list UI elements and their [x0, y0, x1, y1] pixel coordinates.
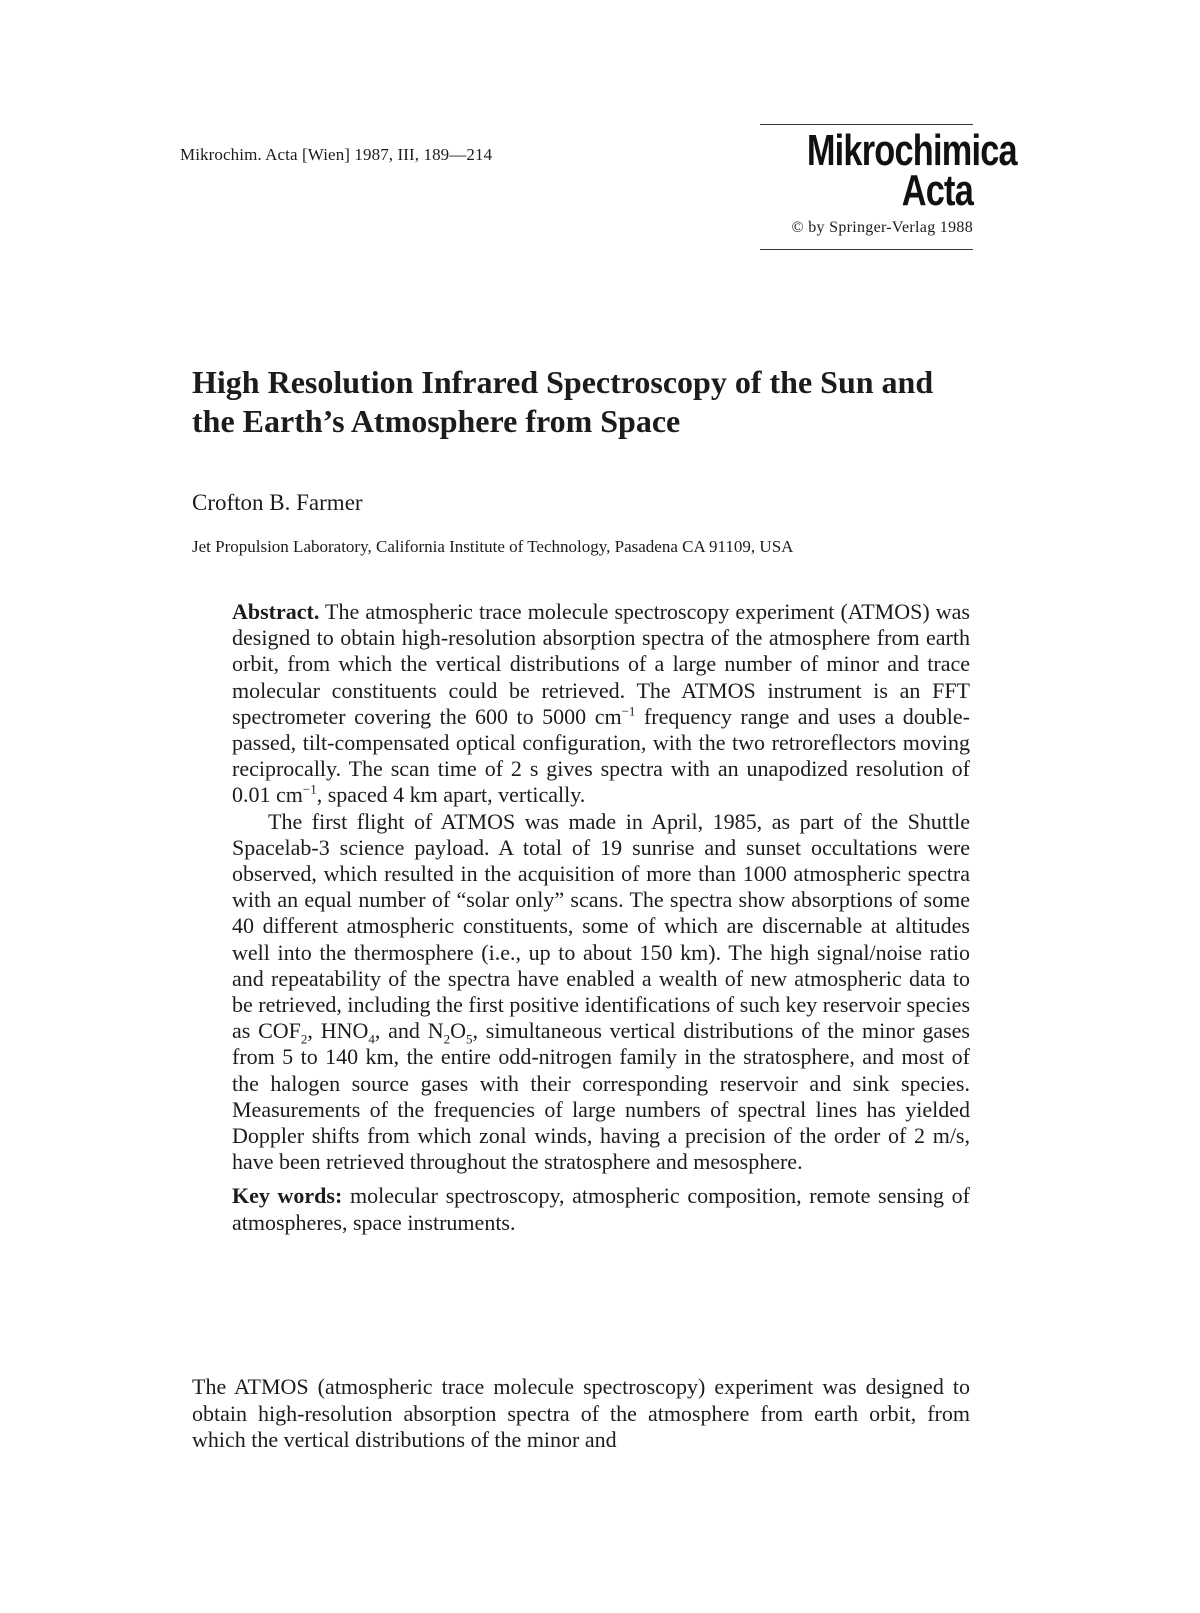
bottom-rule — [760, 249, 973, 250]
abstract-label: Abstract. — [232, 599, 320, 624]
author-affiliation: Jet Propulsion Laboratory, California Institute of Technology, Pasadena CA 91109, USA — [192, 537, 794, 556]
copyright-notice: © by Springer-Verlag 1988 — [791, 219, 973, 236]
abstract-text: The atmospheric trace molecule spectroscopy experiment (ATMOS) was designed to obtain high-resolution absorption spectra of the atmosphere from earth orbit, from which the vertical distributions of a large number of minor and trace molecular constituents could be retrieved. The ATMOS instrument is an FFT spectrometer covering the 600 to 5000 cm — [232, 599, 970, 729]
abstract-text: , HNO — [307, 1018, 369, 1044]
journal-logo — [806, 126, 1017, 215]
journal-logo-line1: Mikrochimica — [806, 126, 1017, 175]
abstract-text: The first flight of ATMOS was made in April, 1985, as part of the Shuttle Spacelab-3 science payload. A total of 19 sunrise and sunset occultations were observed, which resulted in the acquisition of more than 1000 atmospheric spectra with an equal number of “solar only” scans. The spectra show absorptions of some 40 different atmospheric constituents, some of which are discernable at altitudes well into the thermosphere (i.e., up to about 150 km). The high signal/noise ratio and repeatability of the spectra have enabled a wealth of new atmospheric data to be retrieved, including the first positive identifications of such key reservoir species as COF — [232, 808, 970, 1044]
subscript: 2 — [300, 1031, 308, 1047]
author-name: Crofton B. Farmer — [192, 490, 363, 515]
keywords-label: Key words: — [232, 1183, 343, 1209]
subscript: 2 — [443, 1031, 451, 1047]
body-paragraph: The ATMOS (atmospheric trace molecule spectroscopy) experiment was designed to obtain high-resolution absorption spectra of the atmosphere from earth orbit, from which the vertical distributions of the minor and — [192, 1374, 970, 1452]
journal-masthead — [760, 124, 1017, 250]
superscript: −1 — [621, 703, 636, 719]
journal-logo-line2: Acta — [901, 166, 973, 215]
abstract-paragraph-2 — [232, 809, 970, 1176]
top-rule — [760, 124, 973, 125]
abstract-text: O — [450, 1018, 466, 1044]
superscript: −1 — [302, 782, 317, 798]
abstract-text: , simultaneous vertical distributions of the minor gases from 5 to 140 km, the entire odd-nitrogen family in the stratosphere, and most of the halogen source gases with their corresponding reservoir and sink species. Measurements of the frequencies of large numbers of spectral lines has yielded Doppler shifts from which zonal winds, having a precision of the order of 2 m/s, have been retrieved throughout the stratosphere and mesosphere. — [232, 1018, 970, 1175]
abstract-text: , spaced 4 km apart, vertically. — [316, 782, 586, 808]
abstract-section — [232, 599, 970, 1236]
abstract-paragraph-1 — [232, 599, 970, 809]
subscript: 5 — [466, 1031, 473, 1047]
subscript: 4 — [368, 1031, 375, 1047]
abstract-text: frequency range and uses a double-passed, tilt-compensated optical configuration, with the two retroreflectors moving reciprocally. The scan time of 2 s gives spectra with an unapodized resolution of 0.01 cm — [232, 703, 970, 808]
abstract-text: , and N — [374, 1018, 444, 1044]
journal-citation: Mikrochim. Acta [Wien] 1987, III, 189—214 — [180, 145, 493, 164]
keywords — [232, 1183, 970, 1235]
paper-title: High Resolution Infrared Spectroscopy of the Sun and the Earth’s Atmosphere from Space — [192, 364, 934, 439]
keywords-text: molecular spectroscopy, atmospheric composition, remote sensing of atmospheres, space instruments. — [232, 1183, 970, 1235]
